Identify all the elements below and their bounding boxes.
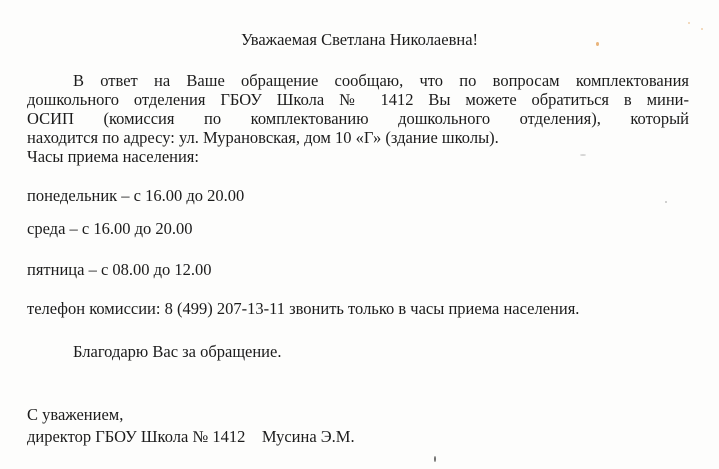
scan-speck bbox=[665, 201, 667, 203]
body-paragraph bbox=[27, 71, 689, 147]
schedule-friday: пятница – с 08.00 до 12.00 bbox=[27, 260, 212, 279]
body-line-4: находится по адресу: ул. Мурановская, дом 10 «Г» (здание школы). bbox=[27, 128, 499, 147]
greeting: Уважаемая Светлана Николаевна! bbox=[240, 30, 479, 49]
hours-title: Часы приема населения: bbox=[27, 147, 199, 166]
schedule-wednesday: среда – с 16.00 до 20.00 bbox=[27, 219, 193, 238]
body-line-1: В ответ на Ваше обращение сообщаю, что по вопросам комплектования bbox=[73, 71, 689, 90]
body-line-2: дошкольного отделения ГБОУ Школа № 1412 Вы можете обратиться в мини- bbox=[27, 90, 689, 109]
scan-speck bbox=[596, 42, 599, 46]
schedule-monday: понедельник – с 16.00 до 20.00 bbox=[27, 186, 245, 205]
scan-speck bbox=[434, 456, 436, 462]
closing-line: С уважением, bbox=[27, 405, 124, 424]
scan-speck bbox=[580, 154, 586, 156]
thanks-line: Благодарю Вас за обращение. bbox=[73, 342, 282, 361]
body-line-3: ОСИП (комиссия по комплектованию дошкольного отделения), который bbox=[27, 109, 689, 128]
scan-speck bbox=[688, 22, 690, 24]
signature-line: директор ГБОУ Школа № 1412 Мусина Э.М. bbox=[27, 427, 355, 446]
commission-phone: телефон комиссии: 8 (499) 207-13-11 звонить только в часы приема населения. bbox=[27, 299, 580, 318]
scan-speck bbox=[701, 28, 703, 30]
